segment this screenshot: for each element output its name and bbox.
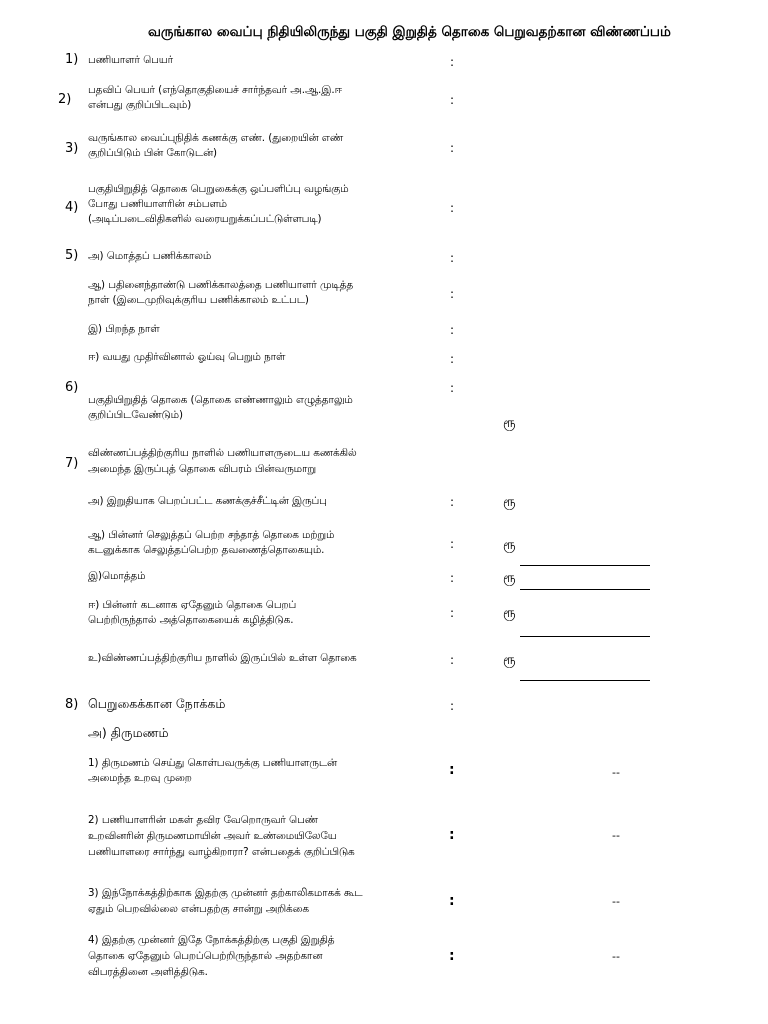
colon: :	[450, 323, 455, 337]
field-label-fifteen-years: ஆ) பதினைந்தாண்டு பணிக்காலத்தை பணியாளர் முடித்த	[88, 279, 354, 291]
rupee-symbol: ரூ	[503, 537, 516, 553]
colon: :	[450, 537, 455, 551]
field-label-last-slip-balance: அ) இறுதியாக பெறப்பட்ட கணக்குச்சீட்டின் இருப்பு	[88, 495, 327, 507]
rupee-symbol: ரூ	[503, 415, 516, 431]
field-label-pf-account-cont: குறிப்பிடும் பின் கோடுடன்)	[88, 147, 218, 159]
colon: :	[450, 201, 455, 215]
field-label-previous-withdrawal: 4) இதற்கு முன்னர் இதே நோக்கத்திற்கு பகுதி இறுதித்	[88, 934, 335, 946]
item-number: 6)	[65, 380, 79, 395]
colon: :	[450, 251, 455, 265]
section-heading-marriage: அ) திருமணம்	[88, 725, 169, 740]
item-number: 4)	[65, 200, 79, 215]
field-label-salary-cont2: (அடிப்படைவிதிகளில் வரையறுக்கப்பட்டுள்ளபடி)	[88, 213, 322, 225]
field-label-previous-withdrawal-cont2: விபரத்தினை அளித்திடுக.	[88, 966, 208, 978]
underline	[520, 680, 650, 681]
colon: :	[450, 141, 455, 155]
colon: :	[450, 55, 455, 69]
field-label-previous-withdrawal-cont: தொகை ஏதேனும் பெறப்பெற்றிருந்தால் அதற்கான	[88, 950, 323, 962]
colon: :	[450, 699, 455, 713]
colon: :	[450, 495, 455, 509]
field-label-retirement-date: ஈ) வயது முதிர்வினால் ஓய்வு பெறும் நாள்	[88, 351, 286, 363]
field-label-loan-deduction-cont: பெற்றிருந்தால் அத்தொகையைக் கழித்திடுக.	[88, 614, 294, 626]
field-label-designation: பதவிப் பெயர் (எந்தொகுதியைச் சார்ந்தவர் அ.ஆ.இ.ஈ	[88, 84, 342, 96]
field-label-purpose: பெறுகைக்கான நோக்கம்	[88, 696, 226, 711]
field-label-salary: பகுதியிறுதித் தொகை பெறுகைக்கு ஒப்பளிப்பு வழங்கும்	[88, 183, 349, 195]
colon: :	[450, 381, 455, 395]
field-label-available-balance: உ)விண்ணப்பத்திற்குரிய நாளில் இருப்பில் உள்ள தொகை	[88, 652, 357, 664]
underline	[520, 636, 650, 637]
colon: :	[450, 287, 455, 301]
colon: :	[449, 948, 455, 964]
form-title: வருங்கால வைப்பு நிதியிலிருந்து பகுதி இறுதித் தொகை பெறுவதற்கான விண்ணப்பம்	[148, 24, 671, 40]
rupee-symbol: ரூ	[503, 570, 516, 586]
field-label-salary-cont: போது பணியாளரின் சம்பளம்	[88, 198, 227, 210]
field-label-loan-deduction: ஈ) பின்னர் கடனாக ஏதேனும் தொகை பெறப்	[88, 599, 297, 611]
field-label-dependency-cont2: பணியாளரை சார்ந்து வாழ்கிறாரா? என்பதைக் குறிப்பிடுக	[88, 846, 355, 858]
field-label-relationship: 1) திருமணம் செய்து கொள்பவருக்கு பணியாளருடன்	[88, 757, 337, 769]
dash: --	[612, 829, 620, 842]
colon: :	[450, 93, 455, 107]
rupee-symbol: ரூ	[503, 605, 516, 621]
field-label-relationship-cont: அமைந்த உறவு முறை	[88, 772, 192, 784]
field-label-partial-amount: பகுதியிறுதித் தொகை (தொகை எண்ணாலும் எழுத்தாலும்	[88, 394, 353, 406]
dash: --	[612, 950, 620, 963]
field-label-balance-details: விண்ணப்பத்திற்குரிய நாளில் பணியாளருடைய கணக்கில்	[88, 447, 357, 459]
item-number: 2)	[58, 92, 72, 107]
item-number: 3)	[65, 141, 79, 156]
field-label-total: இ)மொத்தம்	[88, 570, 146, 582]
colon: :	[450, 653, 455, 667]
rupee-symbol: ரூ	[503, 652, 516, 668]
item-number: 5)	[65, 248, 79, 263]
colon: :	[449, 893, 455, 909]
field-label-dependency-cont: உறவினரின் திருமணமாயின் அவர் உண்மையிலேயே	[88, 830, 337, 842]
underline	[520, 589, 650, 590]
field-label-subscriptions-cont: கடனுக்காக செலுத்தப்பெற்ற தவணைத்தொகையும்.	[88, 544, 325, 556]
colon: :	[450, 606, 455, 620]
item-number: 1)	[65, 52, 79, 67]
field-label-total-service: அ) மொத்தப் பணிக்காலம்	[88, 250, 212, 262]
field-label-birth-date: இ) பிறந்த நாள்	[88, 323, 160, 335]
field-label-designation-cont: என்பது குறிப்பிடவும்)	[88, 99, 192, 111]
colon: :	[449, 762, 455, 778]
field-label-certificate: 3) இந்நோக்கத்திற்காக இதற்கு முன்னர் தற்காலிகமாகக் கூட	[88, 887, 363, 899]
colon: :	[450, 352, 455, 366]
rupee-symbol: ரூ	[503, 494, 516, 510]
colon: :	[449, 827, 455, 843]
item-number: 7)	[65, 456, 79, 471]
field-label-dependency: 2) பணியாளரின் மகள் தவிர வேறொருவர் பெண்	[88, 814, 318, 826]
dash: --	[612, 895, 620, 908]
field-label-balance-details-cont: அமைந்த இருப்புத் தொகை விபரம் பின்வருமாறு	[88, 463, 316, 475]
field-label-partial-amount-cont: குறிப்பிடவேண்டும்)	[88, 409, 183, 421]
field-label-certificate-cont: ஏதும் பெறவில்லை என்பதற்கு சான்று அறிக்கை	[88, 903, 309, 915]
dash: --	[612, 766, 620, 779]
field-label-employee-name: பணியாளர் பெயர்	[88, 54, 174, 66]
field-label-subscriptions: ஆ) பின்னர் செலுத்தப் பெற்ற சந்தாத் தொகை மற்றும்	[88, 529, 335, 541]
colon: :	[450, 571, 455, 585]
field-label-pf-account: வருங்கால வைப்புநிதிக் கணக்கு எண். (துறையின் எண்	[88, 132, 343, 144]
item-number: 8)	[65, 697, 79, 712]
underline	[520, 565, 650, 566]
field-label-fifteen-years-cont: நாள் (இடைமுறிவுக்குரிய பணிக்காலம் உட்பட)	[88, 294, 309, 306]
